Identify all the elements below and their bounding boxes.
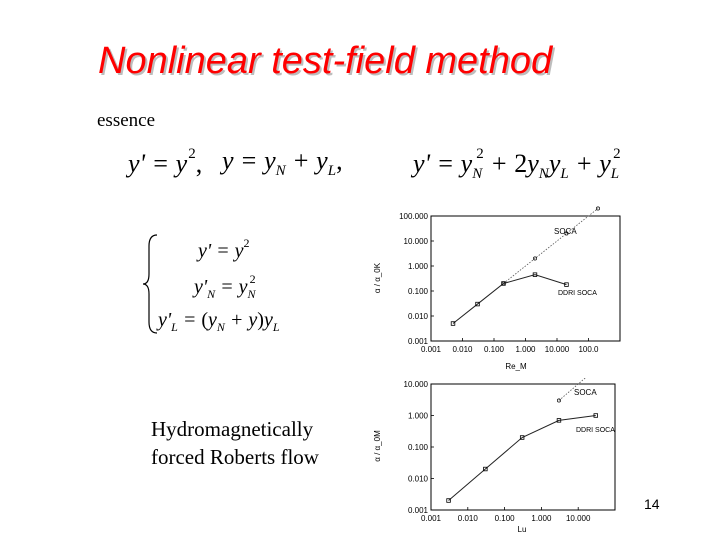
x-tick-label: 0.001 bbox=[420, 514, 442, 523]
x-axis-label: Re_M bbox=[505, 362, 527, 371]
y-tick-label: 1.000 bbox=[407, 262, 428, 271]
y-tick-label: 0.001 bbox=[407, 506, 428, 515]
x-tick-label: 0.010 bbox=[452, 345, 473, 354]
y-tick-label: 10.000 bbox=[403, 380, 428, 389]
y-tick-label: 0.010 bbox=[407, 474, 428, 484]
x-tick-label: 0.010 bbox=[457, 514, 478, 523]
annotation-soca: SOCA bbox=[574, 388, 597, 397]
chart-alpha-vs-rem bbox=[368, 206, 630, 374]
x-tick-label: 1.000 bbox=[515, 345, 536, 354]
system-eq-1: $y' = y^2$ bbox=[198, 236, 250, 262]
system-eq-3: $y'_L = (y_N + y)y_L$ bbox=[158, 309, 280, 334]
system-eq-2: $y'_N = y_N^2$ bbox=[194, 272, 256, 301]
x-tick-label: 0.001 bbox=[420, 345, 442, 354]
y-tick-label: 0.010 bbox=[407, 312, 428, 321]
x-tick-label: 1.000 bbox=[531, 514, 552, 523]
caption-line-2: forced Roberts flow bbox=[151, 445, 319, 469]
y-axis-label: α / α_0M bbox=[373, 430, 382, 462]
x-tick-label: 10.000 bbox=[544, 345, 570, 354]
slide-number: 14 bbox=[644, 496, 660, 512]
y-tick-label: 0.001 bbox=[407, 337, 428, 346]
caption-line-1: Hydromagnetically bbox=[151, 417, 314, 441]
annotation-soca: SOCA bbox=[554, 227, 577, 236]
x-axis-label: Lu bbox=[517, 525, 527, 534]
annotation-ddri-soca: DDRI SOCA bbox=[558, 290, 597, 297]
y-tick-label: 0.100 bbox=[407, 443, 428, 452]
equation-expanded: $y' = y_N^2 + 2y_Ny_L + y_L^2$ bbox=[413, 146, 621, 182]
equation-decomposition: $y = y_N + y_L$, bbox=[222, 146, 343, 179]
x-tick-label: 100.0 bbox=[578, 345, 599, 354]
y-tick-label: 10.000 bbox=[403, 237, 428, 246]
y-tick-label: 0.100 bbox=[407, 287, 428, 296]
slide-title: Nonlinear test-field method bbox=[98, 40, 553, 82]
chart-alpha-vs-lu bbox=[368, 378, 630, 536]
annotation-ddri-soca: DDRI SOCA bbox=[576, 427, 615, 434]
x-tick-label: 0.100 bbox=[494, 514, 515, 523]
caption bbox=[151, 415, 361, 471]
subtitle-essence: essence bbox=[97, 110, 156, 131]
y-tick-label: 1.000 bbox=[407, 411, 428, 421]
x-tick-label: 0.100 bbox=[483, 345, 505, 354]
y-tick-label: 100.000 bbox=[399, 212, 428, 221]
equation-main: $y' = y^2$, bbox=[128, 146, 203, 178]
y-axis-label: α / α_0K bbox=[373, 262, 382, 294]
x-tick-label: 10.000 bbox=[565, 514, 591, 523]
